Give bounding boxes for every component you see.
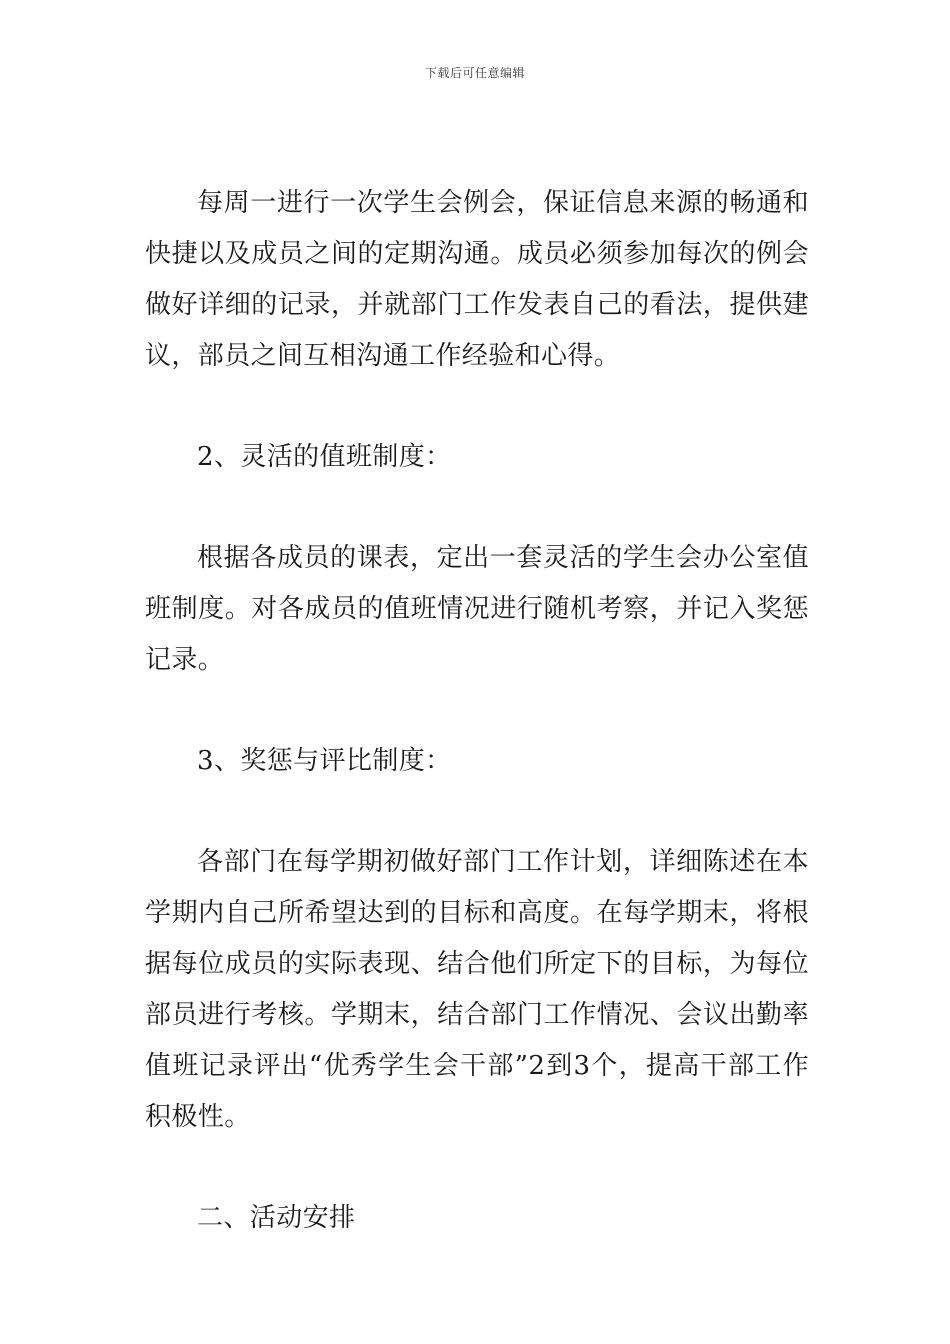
- heading-activities: 二、活动安排: [197, 1203, 356, 1233]
- paragraph-meeting: 每周一进行一次学生会例会，保证信息来源的畅通和快捷以及成员之间的定期沟通。成员必须参加每次的例会做好详细的记录，并就部门工作发表自己的看法，提供建议，部员之间互相沟通工作经验和心得。: [145, 188, 809, 371]
- spacer: [145, 483, 809, 533]
- spacer: [145, 787, 809, 837]
- document-body: [145, 178, 809, 1244]
- heading-duty-system: 2、灵活的值班制度：: [197, 442, 452, 472]
- spacer: [145, 382, 809, 432]
- paragraph-duty: 根据各成员的课表，定出一套灵活的学生会办公室值班制度。对各成员的值班情况进行随机考察，并记入奖惩记录。: [145, 543, 809, 675]
- spacer: [145, 1143, 809, 1193]
- page-header: 下载后可任意编辑: [424, 66, 525, 80]
- heading-reward-system: 3、奖惩与评比制度：: [197, 746, 452, 776]
- paragraph-reward: 各部门在每学期初做好部门工作计划，详细陈述在本学期内自己所希望达到的目标和高度。在每学期末，将根据每位成员的实际表现、结合他们所定下的目标，为每位部员进行考核。学期末，结合部门工作情况、会议出勤率值班记录评出“优秀学生会干部”2到3个，提高干部工作积极性。: [145, 847, 809, 1132]
- spacer: [145, 686, 809, 736]
